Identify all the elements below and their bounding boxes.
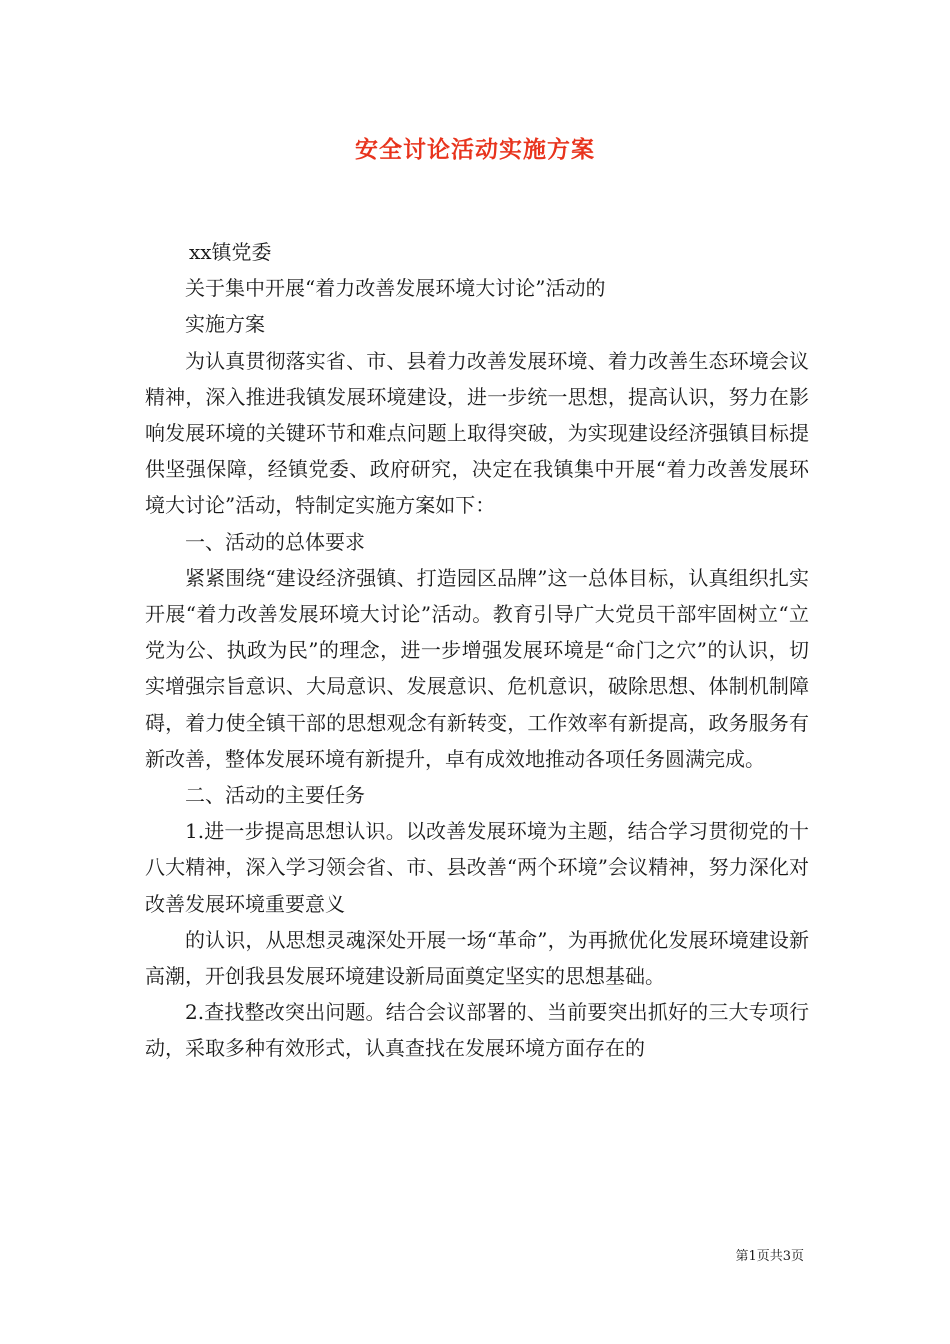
page-number: 第1页共3页: [735, 1249, 804, 1264]
section-heading-2: 二、活动的主要任务: [185, 783, 365, 808]
subtitle-line-1: 关于集中开展“着力改善发展环境大讨论”活动的: [185, 276, 606, 301]
task-1-continued-paragraph: 的认识，从思想灵魂深处开展一场“革命”，为再掀优化发展环境建设新高潮，开创我县发展环境建设新局面奠定坚实的思想基础。: [145, 927, 809, 989]
intro-paragraph: 为认真贯彻落实省、市、县着力改善发展环境、着力改善生态环境会议精神，深入推进我镇发展环境建设，进一步统一思想，提高认识，努力在影响发展环境的关键环节和难点问题上取得突破，为实现建设经济强镇目标提供坚强保障，经镇党委、政府研究，决定在我镇集中开展“着力改善发展环境大讨论”活动，特制定实施方案如下：: [145, 348, 809, 518]
document-body: [145, 234, 809, 1067]
section-heading-1: 一、活动的总体要求: [185, 529, 365, 554]
task-2-paragraph: 2.查找整改突出问题。结合会议部署的、当前要突出抓好的三大专项行动，采取多种有效形式，认真查找在发展环境方面存在的: [145, 1000, 809, 1061]
org-line: xx镇党委: [189, 240, 272, 264]
requirements-paragraph: 紧紧围绕“建设经济强镇、打造园区品牌”这一总体目标，认真组织扎实开展“着力改善发展环境大讨论”活动。教育引导广大党员干部牢固树立“立党为公、执政为民”的理念，进一步增强发展环境是“命门之穴”的认识，切实增强宗旨意识、大局意识、发展意识、危机意识，破除思想、体制机制障碍，着力使全镇干部的思想观念有新转变，工作效率有新提高，政务服务有新改善，整体发展环境有新提升，卓有成效地推动各项任务圆满完成。: [145, 565, 809, 771]
subtitle-line-2: 实施方案: [185, 312, 265, 337]
page-title: 安全讨论活动实施方案: [355, 136, 595, 163]
task-1-paragraph: 1.进一步提高思想认识。以改善发展环境为主题，结合学习贯彻党的十八大精神，深入学习领会省、市、县改善“两个环境”会议精神，努力深化对改善发展环境重要意义: [145, 819, 809, 916]
